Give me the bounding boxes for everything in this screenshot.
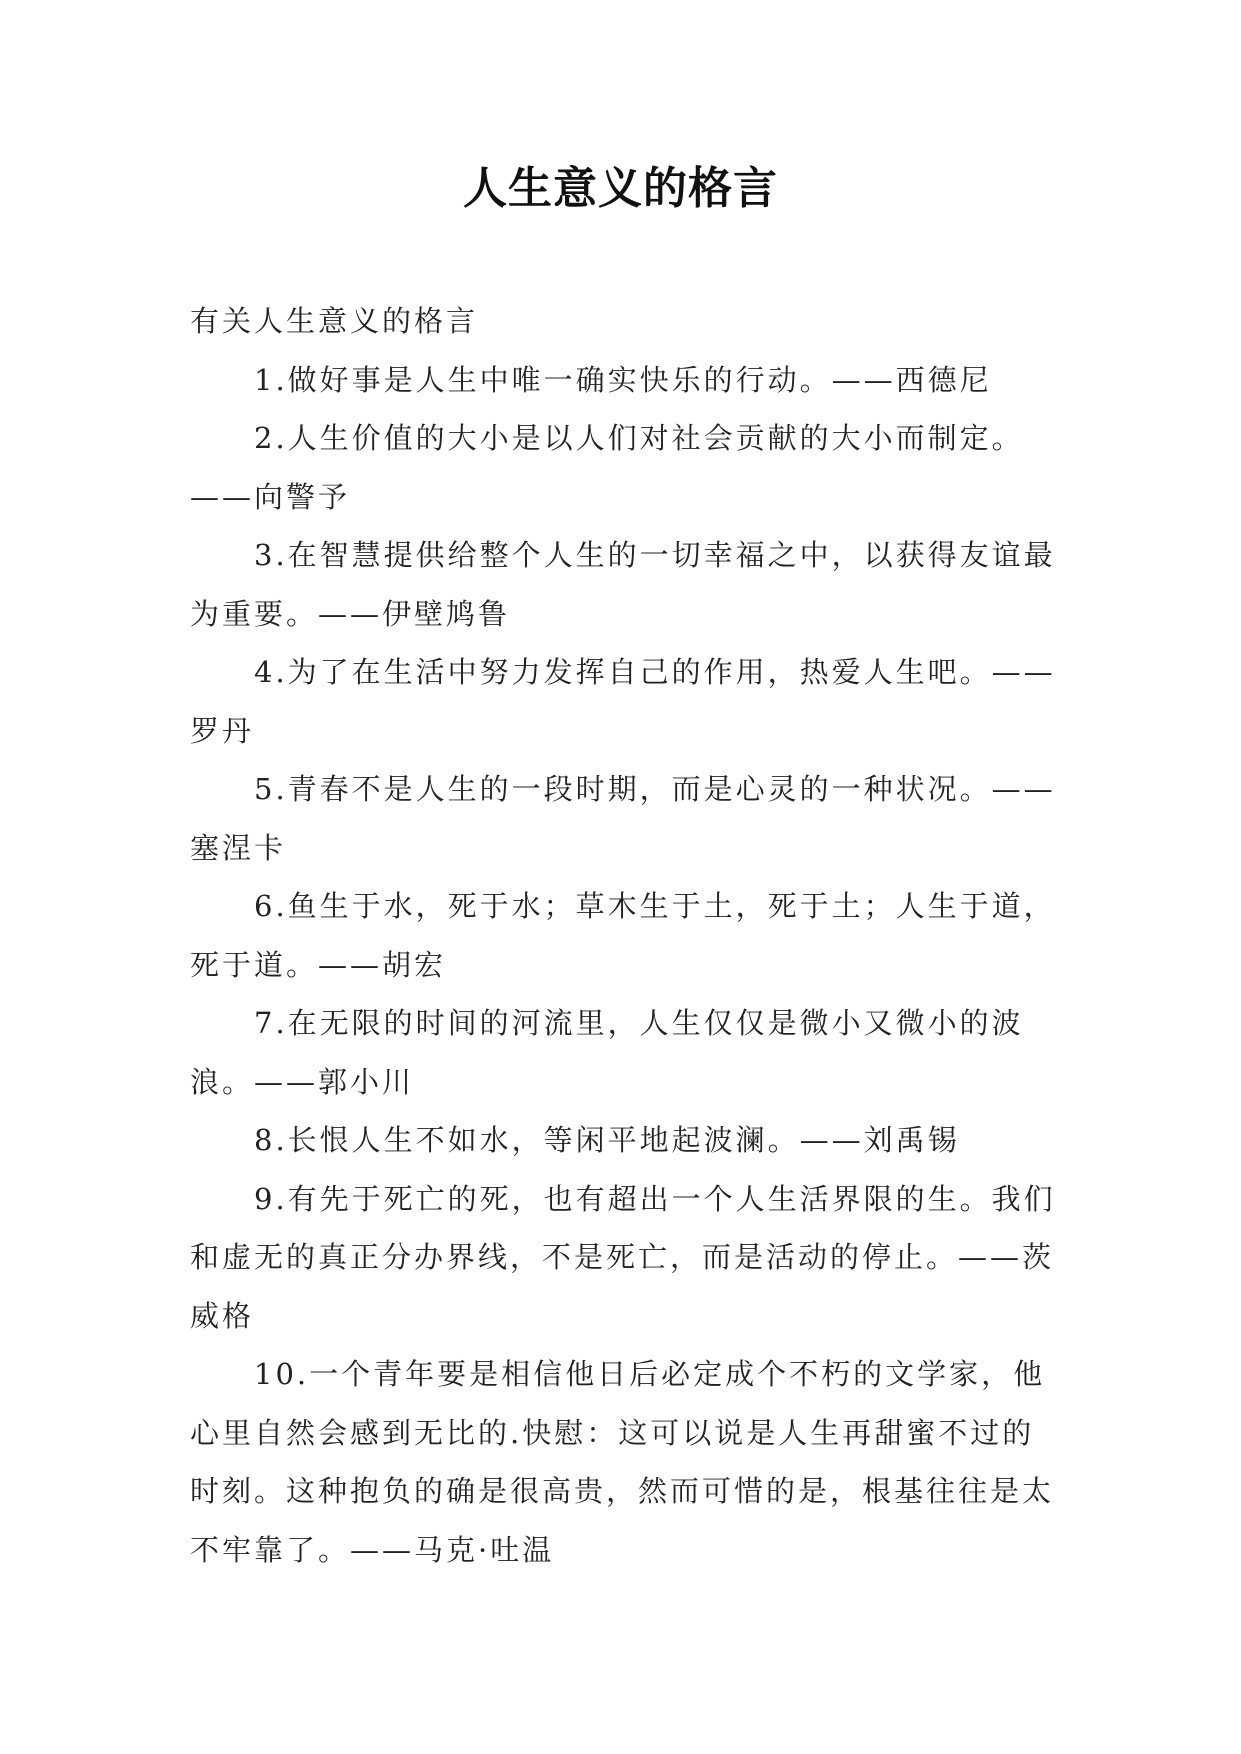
quote-item-10: 10.一个青年要是相信他日后必定成个不朽的文学家，他心里自然会感到无比的.快慰：这可以说是人生再甜蜜不过的时刻。这种抱负的确是很高贵，然而可惜的是，根基往往是太不牢靠了。——马克·吐温 bbox=[190, 1357, 1055, 1567]
quote-item-6: 6.鱼生于水，死于水；草木生于土，死于土；人生于道，死于道。——胡宏 bbox=[190, 889, 1056, 982]
quote-item-3: 3.在智慧提供给整个人生的一切幸福之中，以获得友谊最为重要。——伊壁鸠鲁 bbox=[190, 538, 1056, 631]
quote-item-1: 1.做好事是人生中唯一确实快乐的行动。——西德尼 bbox=[254, 362, 992, 397]
quote-item-8: 8.长恨人生不如水，等闲平地起波澜。——刘禹锡 bbox=[254, 1123, 960, 1157]
quote-item-9: 9.有先于死亡的死，也有超出一个人生活界限的生。我们和虚无的真正分办界线，不是死亡，而是活动的停止。——茨威格 bbox=[190, 1181, 1056, 1333]
quote-item-5: 5.青春不是人生的一段时期，而是心灵的一种状况。——塞涅卡 bbox=[190, 772, 1056, 865]
quote-item-7: 7.在无限的时间的河流里，人生仅仅是微小又微小的波浪。——郭小川 bbox=[190, 1006, 1024, 1099]
document-title: 人生意义的格言 bbox=[463, 163, 778, 214]
document-body bbox=[190, 292, 1060, 1579]
quote-item-4: 4.为了在生活中努力发挥自己的作用，热爱人生吧。——罗丹 bbox=[190, 655, 1056, 748]
intro-line: 有关人生意义的格言 bbox=[190, 304, 479, 338]
quote-item-2: 2.人生价值的大小是以人们对社会贡献的大小而制定。——向警予 bbox=[190, 421, 1024, 514]
